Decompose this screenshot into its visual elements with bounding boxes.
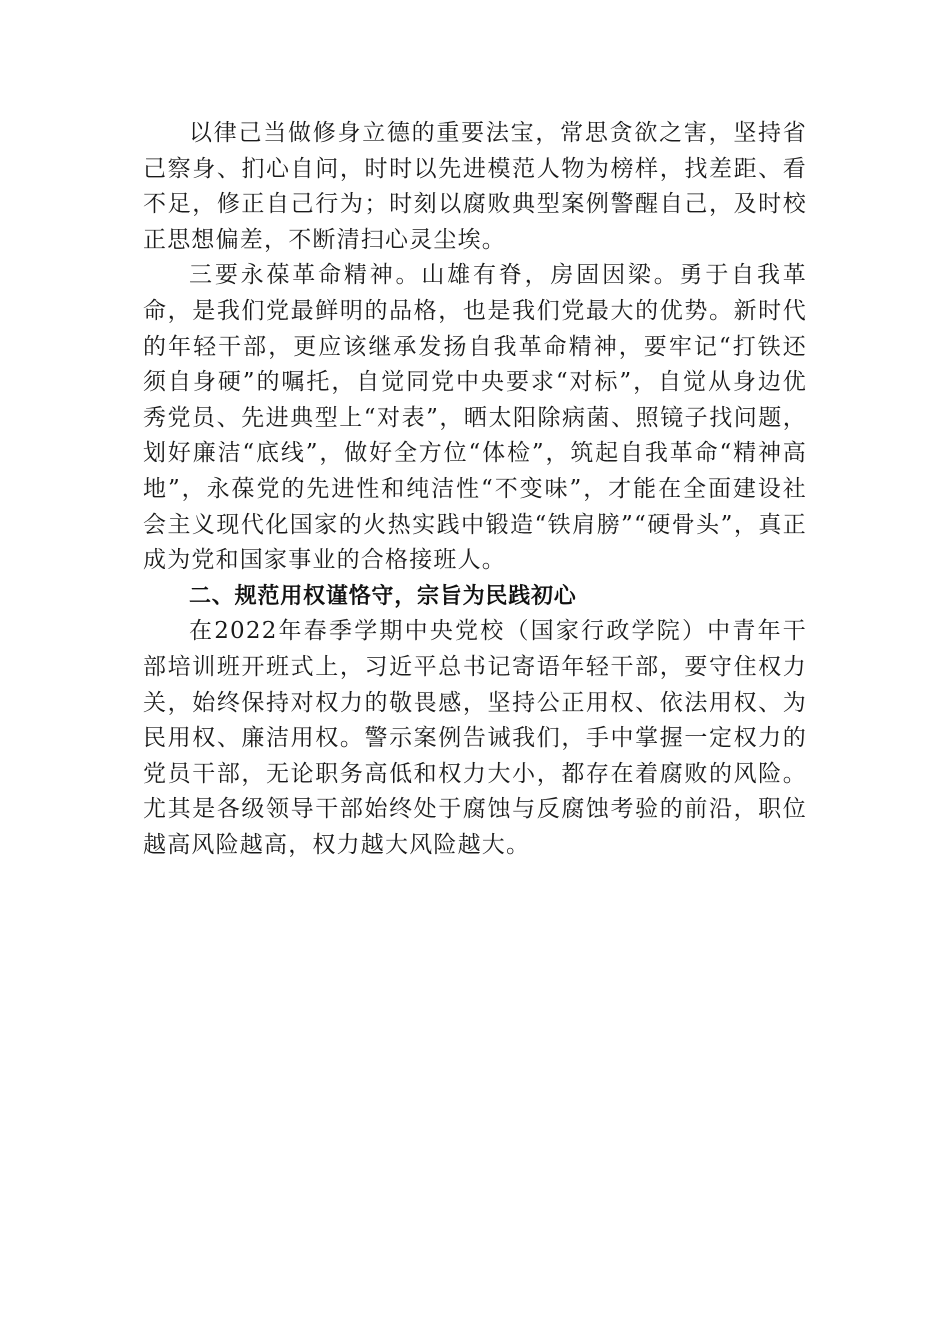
paragraph-self-discipline: 以律己当做修身立德的重要法宝，常思贪欲之害，坚持省己察身、扪心自问，时时以先进模范人物为榜样，找差距、看不足，修正自己行为；时刻以腐败典型案例警醒自己，及时校正思想偏差，不断清扫心灵尘埃。 — [143, 120, 807, 253]
paragraph-revolutionary-spirit: 三要永葆革命精神。山雄有脊，房固因梁。勇于自我革命，是我们党最鲜明的品格，也是我们党最大的优势。新时代的年轻干部，更应该继承发扬自我革命精神，要牢记“打铁还须自身硬”的嘱托，自觉同党中央要求“对标”，自觉从身边优秀党员、先进典型上“对表”，晒太阳除病菌、照镜子找问题，划好廉洁“底线”，做好全方位“体检”，筑起自我革命“精神高地”，永葆党的先进性和纯洁性“不变味”，才能在全面建设社会主义现代化国家的火热实践中锻造“铁肩膀”“硬骨头”，真正成为党和国家事业的合格接班人。 — [143, 262, 807, 574]
paragraph-power-use: 在2022年春季学期中央党校（国家行政学院）中青年干部培训班开班式上，习近平总书记寄语年轻干部，要守住权力关，始终保持对权力的敬畏感，坚持公正用权、依法用权、为民用权、廉洁用权。警示案例告诫我们，手中掌握一定权力的党员干部，无论职务高低和权力大小，都存在着腐败的风险。尤其是各级领导干部始终处于腐蚀与反腐蚀考验的前沿，职位越高风险越高，权力越大风险越大。 — [143, 618, 807, 858]
section-heading-power-use: 二、规范用权谨恪守，宗旨为民践初心 — [189, 583, 577, 609]
document-body — [143, 116, 807, 863]
